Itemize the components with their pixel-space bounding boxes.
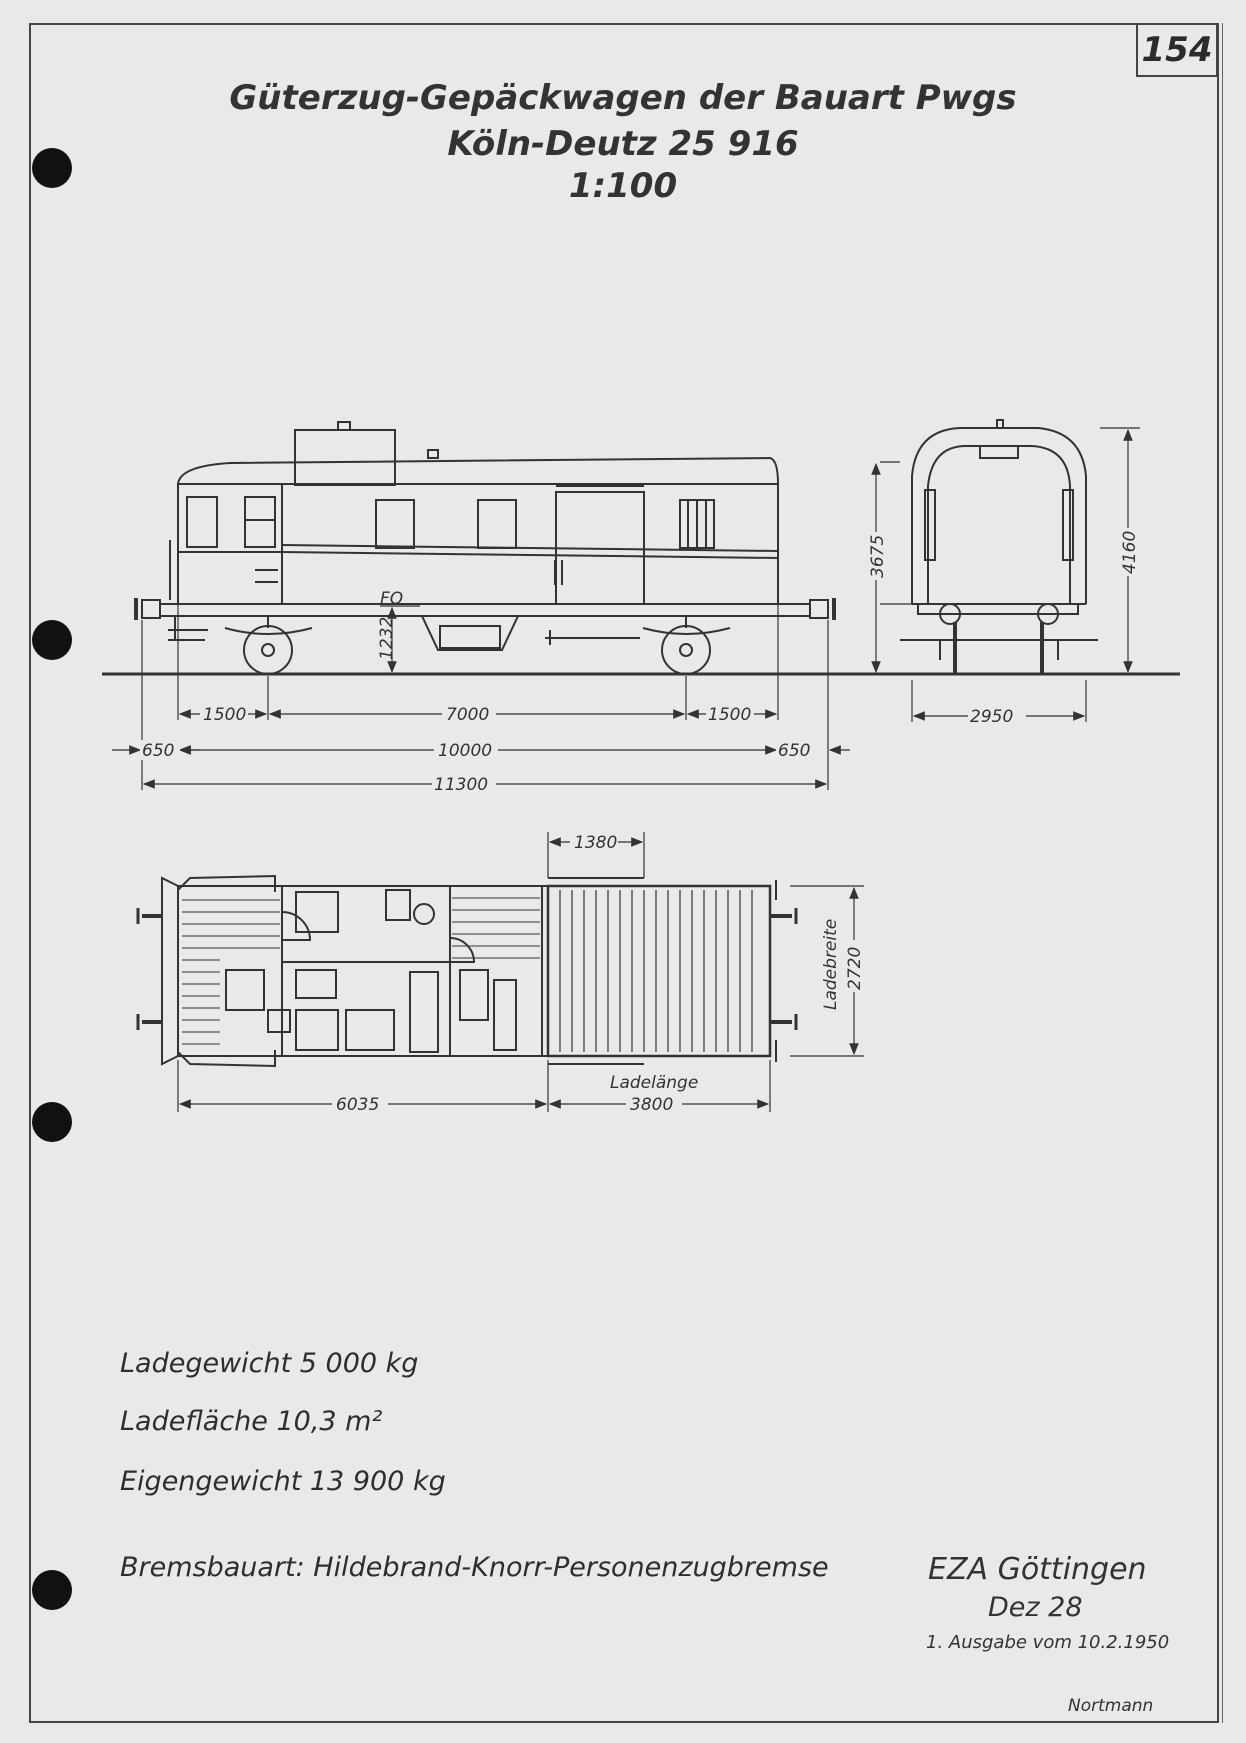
side-view [102, 422, 1180, 674]
dim-overhang-right: 1500 [708, 705, 752, 725]
page-number: 154 [1136, 23, 1218, 77]
plan-dimension-labels [332, 832, 866, 1115]
plan-view [138, 876, 796, 1066]
dim-floor-label: FO [380, 589, 404, 609]
dim-overhang-left: 1500 [203, 705, 247, 725]
spec-load-area: Ladefläche 10,3 m² [120, 1406, 383, 1437]
dim-height-total: 4160 [1120, 530, 1140, 574]
office-edition: 1. Ausgabe vom 10.2.1950 [926, 1632, 1170, 1653]
dim-load-width-label: Ladebreite [821, 918, 841, 1010]
spec-brake: Bremsbauart: Hildebrand-Knorr-Personenzugbremse [120, 1552, 829, 1583]
office-name: EZA Göttingen [928, 1552, 1147, 1587]
dim-load-width: 2720 [845, 946, 865, 990]
office-code: Dez 28 [988, 1592, 1083, 1623]
drawing-title: Güterzug-Gepäckwagen der Bauart Pwgs [229, 78, 1017, 118]
dim-total-length: 11300 [434, 775, 489, 795]
dim-length-front: 6035 [336, 1095, 380, 1115]
dim-bogie-center: 7000 [446, 705, 490, 725]
signature: Nortmann [1068, 1696, 1154, 1716]
dim-buffer-right: 650 [778, 741, 811, 761]
dim-height-body: 3675 [868, 534, 888, 578]
spec-load-weight: Ladegewicht 5 000 kg [120, 1348, 419, 1379]
dim-load-length: 3800 [630, 1095, 674, 1115]
dim-frame-length: 10000 [438, 741, 493, 761]
dim-floor-height: 1232 [377, 616, 397, 660]
drawing-scale: 1:100 [568, 166, 678, 206]
dim-door-width: 1380 [574, 833, 618, 853]
drawing-subtitle: Köln-Deutz 25 916 [447, 124, 799, 164]
end-view [900, 420, 1098, 674]
spec-own-weight: Eigengewicht 13 900 kg [120, 1466, 446, 1497]
side-dimensions [112, 428, 1140, 790]
dim-load-length-label: Ladelänge [610, 1073, 699, 1093]
dim-buffer-left: 650 [142, 741, 175, 761]
plan-dimensions [178, 832, 864, 1112]
dim-end-width: 2950 [970, 707, 1014, 727]
